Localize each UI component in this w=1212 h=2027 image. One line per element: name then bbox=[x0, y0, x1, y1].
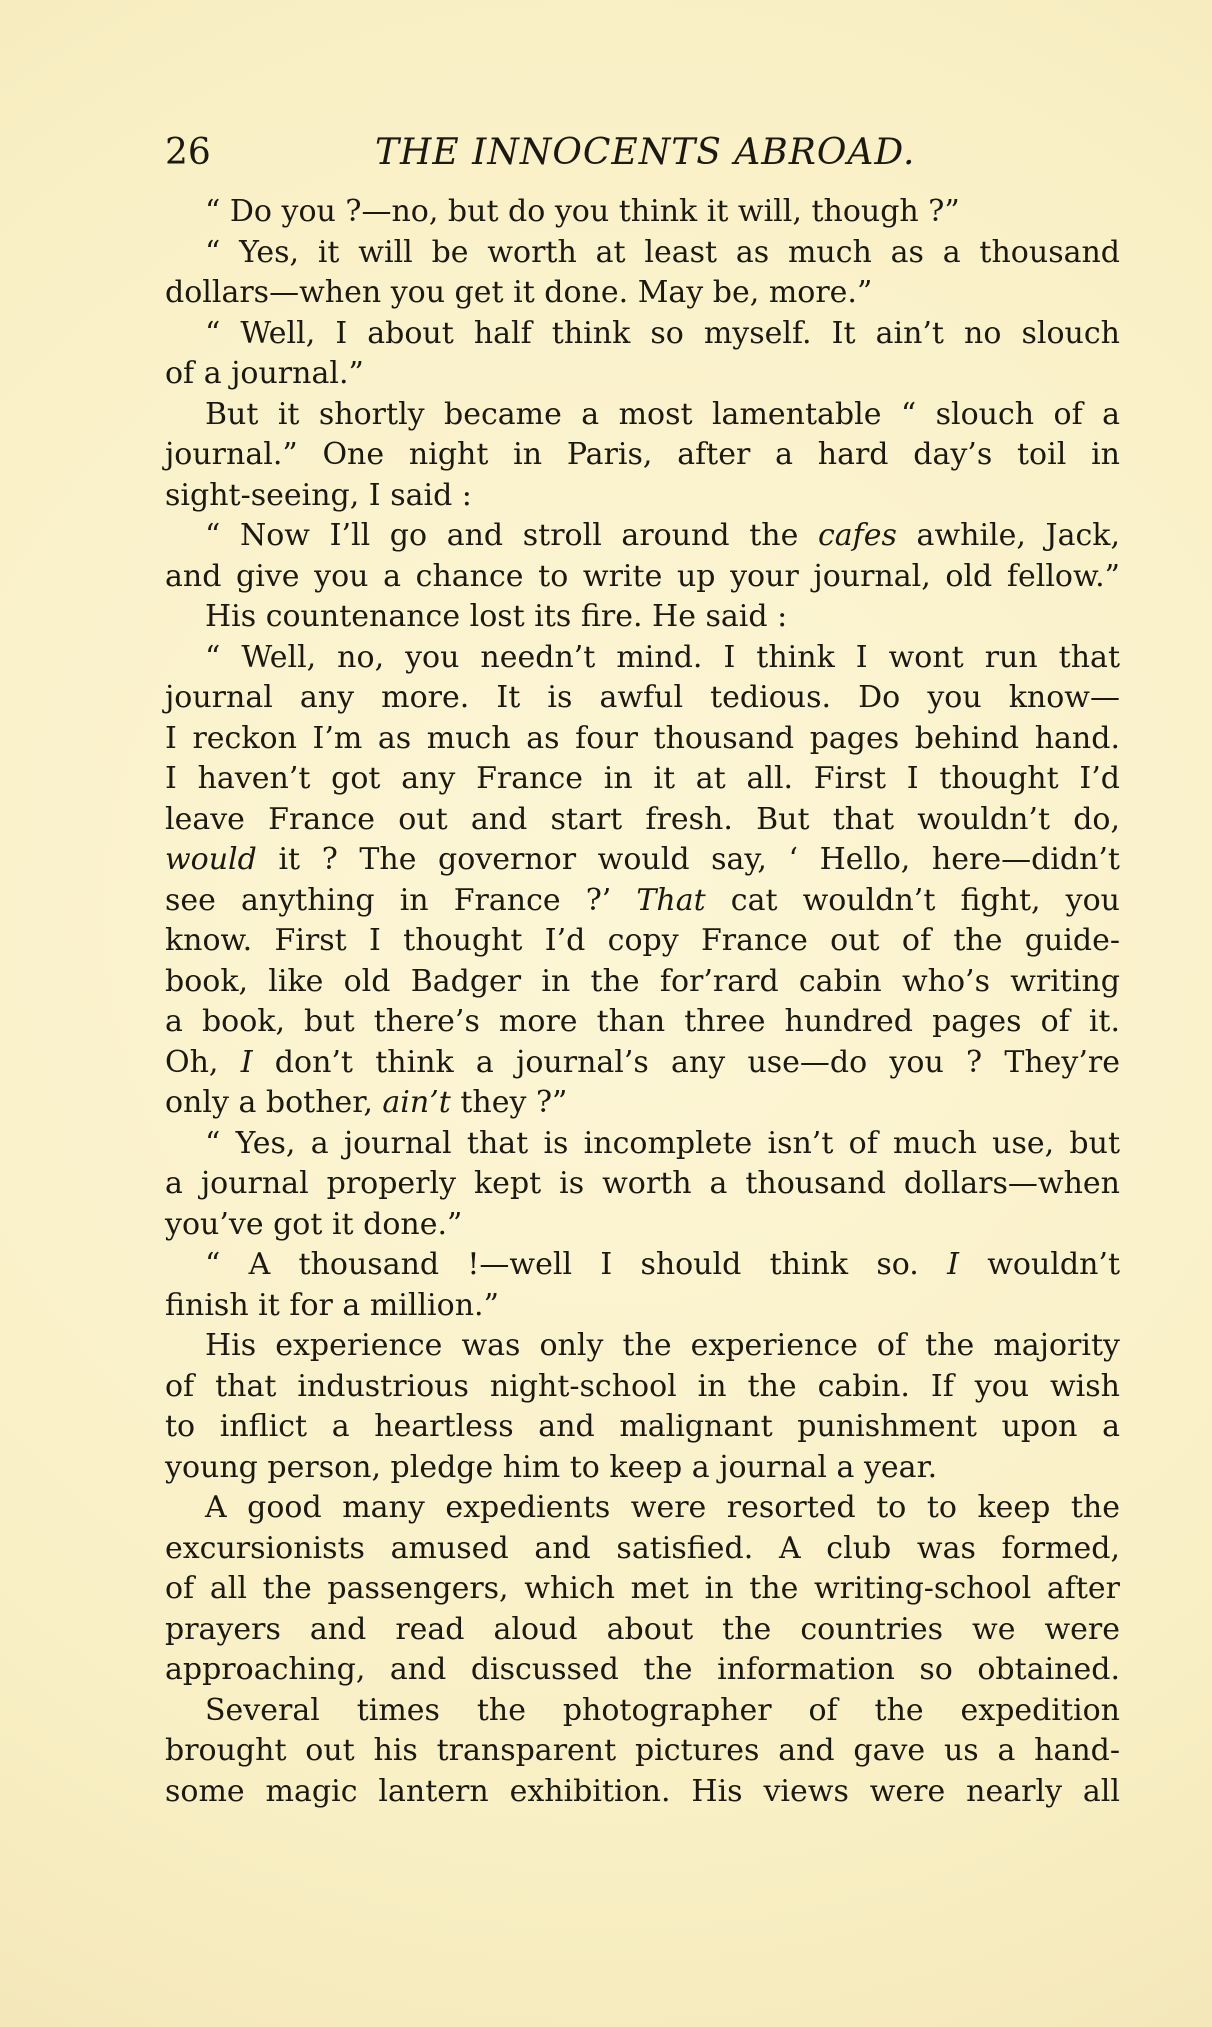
italic-text: cafes bbox=[817, 518, 897, 553]
text-line: A good many expedients were resorted to to keep the bbox=[205, 1490, 1120, 1525]
page-number: 26 bbox=[165, 132, 211, 173]
text-line: brought out his transparent pictures and gave us a hand- bbox=[165, 1733, 1120, 1768]
text-line: of all the passengers, which met in the writing-school after bbox=[165, 1571, 1120, 1606]
running-title: THE INNOCENTS ABROAD. bbox=[375, 132, 916, 173]
text-line: approaching, and discussed the information so obtained. bbox=[165, 1652, 1120, 1687]
text-line: “ Well, no, you needn’t mind. I think I wont run that bbox=[205, 639, 1120, 675]
text-line: But it shortly became a most lamentable “ slouch of a bbox=[205, 396, 1120, 432]
text-line: His countenance lost its fire. He said : bbox=[205, 599, 788, 634]
text-segment: Oh, bbox=[165, 1044, 241, 1080]
text-line: some magic lantern exhibition. His views were nearly all bbox=[165, 1773, 1120, 1809]
text-line: a book, but there’s more than three hundred pages of it. bbox=[165, 1004, 1120, 1039]
italic-text: ain’t bbox=[382, 1085, 451, 1120]
text-line: I haven’t got any France in it at all. First I thought I’d bbox=[165, 761, 1120, 796]
text-line bbox=[165, 881, 1120, 922]
text-segment: “ A thousand !—well I should think so. bbox=[205, 1247, 948, 1282]
text-line bbox=[165, 840, 1120, 881]
text-line: journal any more. It is awful tedious. Do you know— bbox=[165, 680, 1120, 715]
text-line: finish it for a million.” bbox=[165, 1287, 499, 1323]
text-line: sight-seeing, I said : bbox=[165, 477, 472, 513]
text-line bbox=[165, 516, 1120, 557]
text-line: Several times the photographer of the expedition bbox=[205, 1692, 1120, 1728]
text-line: you’ve got it done.” bbox=[165, 1206, 463, 1242]
text-line: “ Yes, a journal that is incomplete isn’t of much use, but bbox=[205, 1125, 1120, 1161]
text-line: dollars—when you get it done. May be, more.” bbox=[165, 275, 873, 310]
text-line: I reckon I’m as much as four thousand pages behind hand. bbox=[165, 720, 1120, 756]
page-header bbox=[165, 128, 1120, 178]
text-segment: wouldn’t bbox=[958, 1247, 1120, 1282]
text-segment: they ?” bbox=[450, 1085, 568, 1120]
italic-text: That bbox=[636, 882, 706, 918]
text-line: “ Yes, it will be worth at least as much as a thousand bbox=[205, 234, 1120, 270]
text-segment: “ Now I’ll go and stroll around the bbox=[205, 518, 818, 553]
text-line: book, like old Badger in the for’rard cabin who’s writing bbox=[165, 963, 1120, 999]
italic-text: I bbox=[240, 1044, 253, 1080]
text-segment: see anything in France ?’ bbox=[165, 882, 637, 918]
text-line: young person, pledge him to keep a journal a year. bbox=[165, 1449, 938, 1485]
text-line: and give you a chance to write up your journal, old fellow.” bbox=[165, 558, 1120, 594]
text-line: of a journal.” bbox=[165, 356, 364, 391]
text-line: journal.” One night in Paris, after a hard day’s toil in bbox=[165, 437, 1120, 472]
italic-text: I bbox=[947, 1247, 959, 1282]
text-line: prayers and read aloud about the countries we were bbox=[165, 1611, 1120, 1647]
text-segment: only a bother, bbox=[165, 1085, 383, 1120]
text-segment: don’t think a journal’s any use—do you ? They’re bbox=[252, 1044, 1120, 1080]
italic-text: would bbox=[165, 842, 257, 877]
text-line: to inflict a heartless and malignant punishment upon a bbox=[165, 1409, 1120, 1444]
text-line bbox=[165, 1083, 1120, 1124]
text-line bbox=[165, 1245, 1120, 1286]
text-line: of that industrious night-school in the cabin. If you wish bbox=[165, 1368, 1120, 1404]
text-line: “ Do you ?—no, but do you think it will, though ?” bbox=[205, 194, 960, 229]
text-line: leave France out and start fresh. But that wouldn’t do, bbox=[165, 801, 1120, 837]
body-text bbox=[165, 192, 1120, 1812]
text-segment: cat wouldn’t fight, you bbox=[705, 882, 1120, 918]
text-line: excursionists amused and satisfied. A club was formed, bbox=[165, 1530, 1120, 1566]
text-line: a journal properly kept is worth a thousand dollars—when bbox=[165, 1166, 1120, 1201]
text-line: His experience was only the experience of the majority bbox=[205, 1328, 1120, 1363]
text-line: know. First I thought I’d copy France out of the guide- bbox=[165, 923, 1120, 958]
text-line: “ Well, I about half think so myself. It ain’t no slouch bbox=[205, 315, 1120, 351]
text-line bbox=[165, 1043, 1120, 1084]
text-segment: awhile, Jack, bbox=[896, 518, 1120, 553]
text-segment: it ? The governor would say, ‘ Hello, here—didn’t bbox=[256, 842, 1120, 877]
